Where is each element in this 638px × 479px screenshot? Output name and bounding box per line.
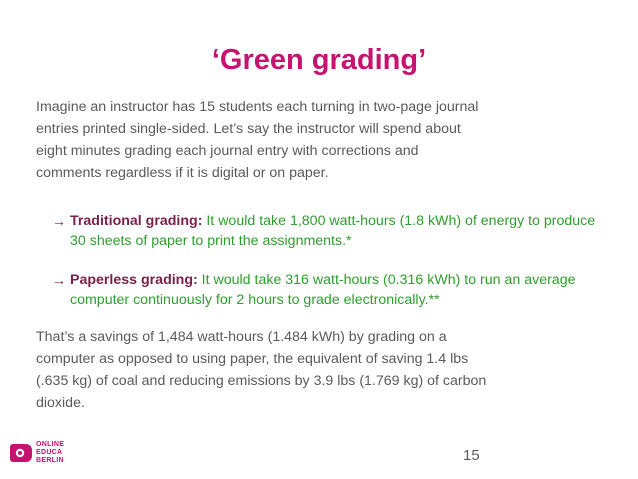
arrow-bullet-icon: →: [52, 272, 66, 288]
bullet-text: It would take 1,800 watt-hours (1.8 kWh) of energy to produce 30 sheets of paper to print the assignments.*: [70, 213, 596, 249]
bullet-label: Paperless grading:: [70, 272, 198, 288]
online-educa-logo: [8, 438, 88, 468]
online-educa-logo-icon: [8, 440, 34, 466]
logo-line-1: ONLINE: [36, 441, 65, 448]
summary-paragraph: That’s a savings of 1,484 watt-hours (1.484 kWh) by grading on a computer as opposed to using paper, the equivalent of saving 1.4 lbs (.635 kg) of coal and reducing emissions by 3.9 lbs (1.769 kg) of carbon dioxide.: [36, 329, 487, 411]
bullet-text: It would take 316 watt-hours (0.316 kWh) to run an average computer continuously for 2 hours to grade electronically.**: [70, 272, 576, 308]
logo-line-2: EDUCA: [36, 449, 63, 456]
intro-paragraph: Imagine an instructor has 15 students each turning in two-page journal entries printed single-sided. Let’s say the instructor will spend about eight minutes grading each journal entry with corrections and comments regardless if it is digital or on paper.: [36, 99, 479, 181]
logo-line-3: BERLIN: [36, 457, 64, 464]
slide-title: ‘Green grading’: [211, 44, 427, 76]
logo-wordmark: [36, 441, 64, 465]
page-number: 15: [463, 447, 480, 464]
bullet-paperless-grading: [52, 270, 610, 310]
arrow-bullet-icon: →: [52, 213, 66, 229]
bullet-label: Traditional grading:: [70, 213, 203, 229]
bullet-traditional-grading: [52, 211, 610, 251]
